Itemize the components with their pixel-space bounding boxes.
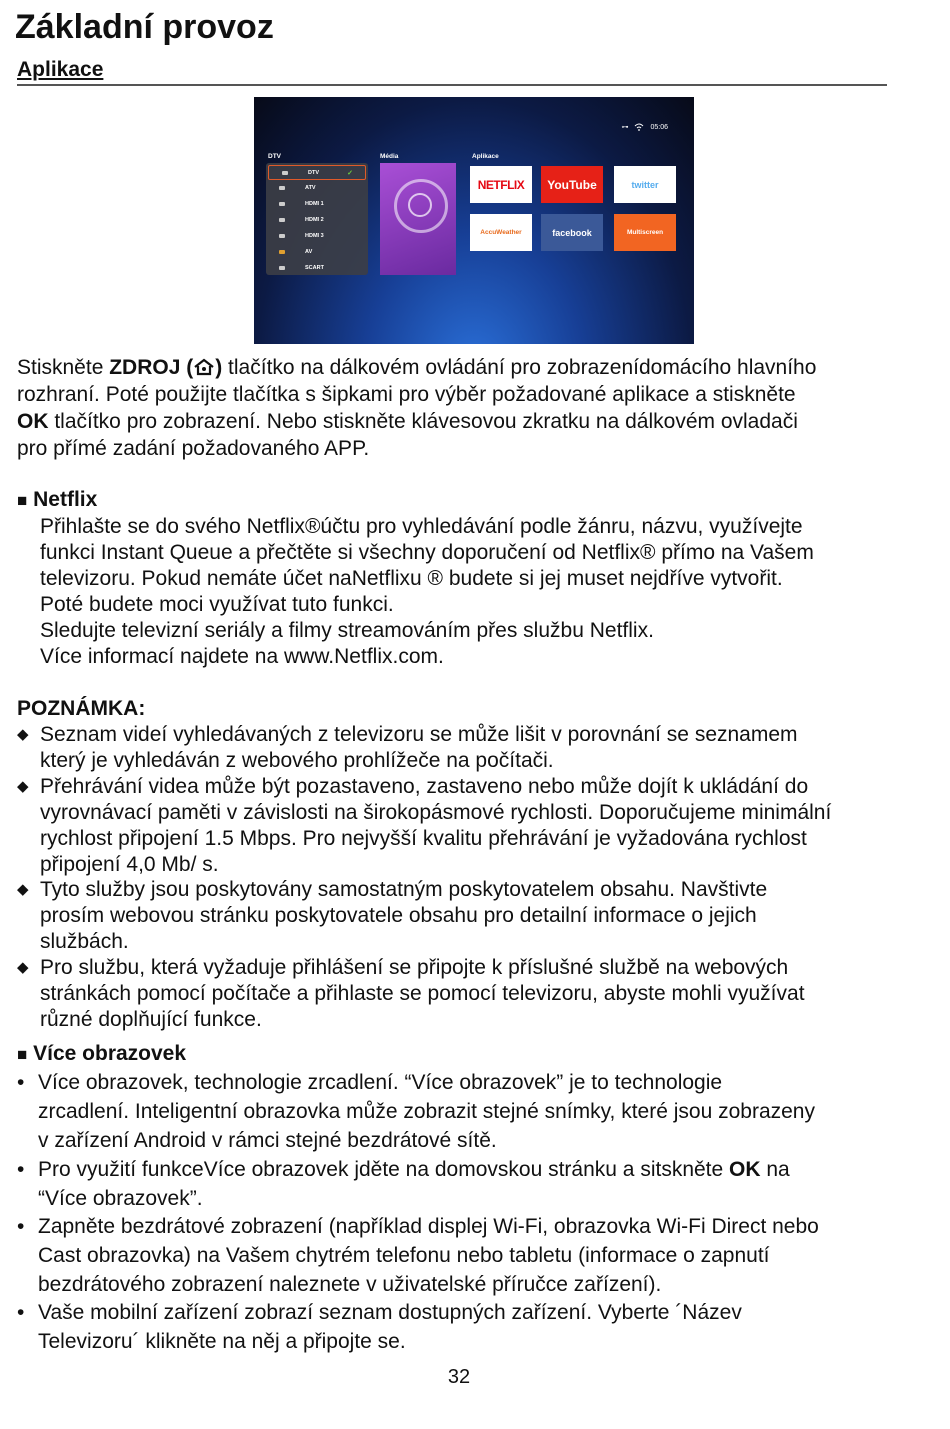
check-icon: ✓: [347, 169, 353, 177]
dot-bullet-icon: •: [17, 1158, 25, 1181]
dot-bullet-icon: •: [17, 1071, 25, 1094]
tv-col-media: Média: [380, 153, 399, 160]
header-rule: [17, 84, 887, 86]
multi-line: bezdrátového zobrazení naleznete v uživatelské příručce zařízení).: [38, 1273, 662, 1296]
note-line: Přehrávání videa může být pozastaveno, zastaveno nebo může dojít k ukládání do: [40, 775, 809, 798]
note-line: službách.: [40, 930, 129, 953]
app-tile-netflix[interactable]: NETFLIX: [470, 166, 532, 203]
multi-line: Pro využití funkceVíce obrazovek jděte na domovskou stránku a sitskněte OK na: [38, 1158, 790, 1181]
multi-line: Zapněte bezdrátové zobrazení (například displej Wi-Fi, obrazovka Wi-Fi Direct nebo: [38, 1215, 819, 1238]
netflix-line: Přihlašte se do svého Netflix®účtu pro vyhledávání podle žánru, názvu, využívejte: [40, 515, 803, 538]
dot-bullet-icon: •: [17, 1215, 25, 1238]
netflix-heading: ■ Netflix: [17, 488, 98, 511]
multi-line: Televizoru´ klikněte na něj a připojte se.: [38, 1330, 406, 1353]
tv-status-bar: [621, 123, 668, 131]
page-number: 32: [447, 1366, 471, 1388]
multi-line: “Více obrazovek”.: [38, 1187, 203, 1210]
page-title: Základní provoz: [15, 8, 274, 46]
netflix-line: Více informací najdete na www.Netflix.com.: [40, 645, 444, 668]
note-line: různé doplňující funkce.: [40, 1008, 262, 1031]
source-list[interactable]: [266, 163, 368, 275]
scart-icon: [279, 266, 285, 270]
netflix-line: funkci Instant Queue a přečtěte si všechny doporučení od Netflix® přímo na Vašem: [40, 541, 814, 564]
square-bullet-icon: ■: [17, 491, 28, 510]
diamond-bullet-icon: ◆: [17, 959, 29, 976]
source-item-scart[interactable]: SCART: [266, 260, 368, 276]
tv-clock: 05:06: [650, 123, 668, 131]
netflix-line: Poté budete moci využívat tuto funkci.: [40, 593, 394, 616]
wifi-icon: [634, 123, 644, 131]
source-item-hdmi2[interactable]: HDMI 2: [266, 212, 368, 228]
hdmi-icon: [279, 218, 285, 222]
hdmi-icon: [279, 202, 285, 206]
source-item-dtv[interactable]: DTV ✓: [268, 165, 366, 180]
intro-line-1: Stiskněte ZDROJ ( ) tlačítko na dálkovém ovládání pro zobrazenídomácího hlavního: [17, 356, 817, 379]
note-line: připojení 4,0 Mb/ s.: [40, 853, 219, 876]
antenna-icon: [279, 186, 285, 190]
note-line: Pro službu, která vyžaduje přihlášení se připojte k příslušné službě na webových: [40, 956, 789, 979]
note-heading: POZNÁMKA:: [17, 697, 146, 720]
source-item-atv[interactable]: ATV: [266, 180, 368, 196]
source-item-av[interactable]: AV: [266, 244, 368, 260]
note-line: Seznam videí vyhledávaných z televizoru se může lišit v porovnání se seznamem: [40, 723, 798, 746]
diamond-bullet-icon: ◆: [17, 726, 29, 743]
note-line: rychlost připojení 1.5 Mbps. Pro nejvyšší kvalitu přehrávání je vyžadována rychlost: [40, 827, 807, 850]
antenna-icon: [282, 171, 288, 175]
intro-line-3: OK tlačítko pro zobrazení. Nebo stiskněte klávesovou zkratku na dálkovém ovladači: [17, 410, 798, 433]
note-line: Tyto služby jsou poskytovány samostatným poskytovatelem obsahu. Navštivte: [40, 878, 768, 901]
dot-bullet-icon: •: [17, 1301, 25, 1324]
intro-line-4: pro přímé zadání požadovaného APP.: [17, 437, 370, 460]
app-tile-accuweather[interactable]: AccuWeather: [470, 214, 532, 251]
home-icon: [193, 358, 215, 376]
multi-line: Cast obrazovka) na Vašem chytrém telefonu nebo tabletu (informace o zapnutí: [38, 1244, 770, 1267]
multi-line: zrcadlení. Inteligentní obrazovka může zobrazit stejné snímky, které jsou zobrazeny: [38, 1100, 815, 1123]
tv-col-apps: Aplikace: [472, 153, 499, 160]
usb-icon: ⊶: [621, 124, 629, 131]
av-icon: [279, 250, 285, 254]
source-item-hdmi1[interactable]: HDMI 1: [266, 196, 368, 212]
app-tile-youtube[interactable]: YouTube: [541, 166, 603, 203]
note-line: stránkách pomocí počítače a přihlaste se pomocí televizoru, abyste mohli využívat: [40, 982, 805, 1005]
media-tile[interactable]: [380, 163, 456, 275]
diamond-bullet-icon: ◆: [17, 778, 29, 795]
tv-col-dtv: DTV: [268, 153, 281, 160]
note-line: který je vyhledáván z webového prohlížeče na počítači.: [40, 749, 554, 772]
multi-line: Vaše mobilní zařízení zobrazí seznam dostupných zařízení. Vyberte ´Název: [38, 1301, 742, 1324]
source-item-hdmi3[interactable]: HDMI 3: [266, 228, 368, 244]
intro-line-2: rozhraní. Poté použijte tlačítka s šipkami pro výběr požadované aplikace a stiskněte: [17, 383, 796, 406]
multi-line: v zařízení Android v rámci stejné bezdrátové sítě.: [38, 1129, 497, 1152]
square-bullet-icon: ■: [17, 1045, 28, 1064]
app-tile-multiscreen[interactable]: Multiscreen: [614, 214, 676, 251]
netflix-line: Sledujte televizní seriály a filmy streamováním přes službu Netflix.: [40, 619, 654, 642]
hdmi-icon: [279, 234, 285, 238]
app-tile-twitter[interactable]: twitter: [614, 166, 676, 203]
section-subtitle: Aplikace: [17, 58, 104, 81]
note-line: prosím webovou stránku poskytovatele obsahu pro detailní informace o jejich: [40, 904, 757, 927]
netflix-line: televizoru. Pokud nemáte účet naNetflixu ® budete si jej muset nejdříve vytvořit.: [40, 567, 783, 590]
multiscreen-heading: ■ Více obrazovek: [17, 1042, 187, 1065]
multi-line: Více obrazovek, technologie zrcadlení. “Více obrazovek” je to technologie: [38, 1071, 723, 1094]
tv-home-screenshot: [254, 97, 694, 344]
note-line: vyrovnávací paměti v závislosti na širokopásmové rychlosti. Doporučujeme minimální: [40, 801, 832, 824]
app-tile-facebook[interactable]: facebook: [541, 214, 603, 251]
diamond-bullet-icon: ◆: [17, 881, 29, 898]
